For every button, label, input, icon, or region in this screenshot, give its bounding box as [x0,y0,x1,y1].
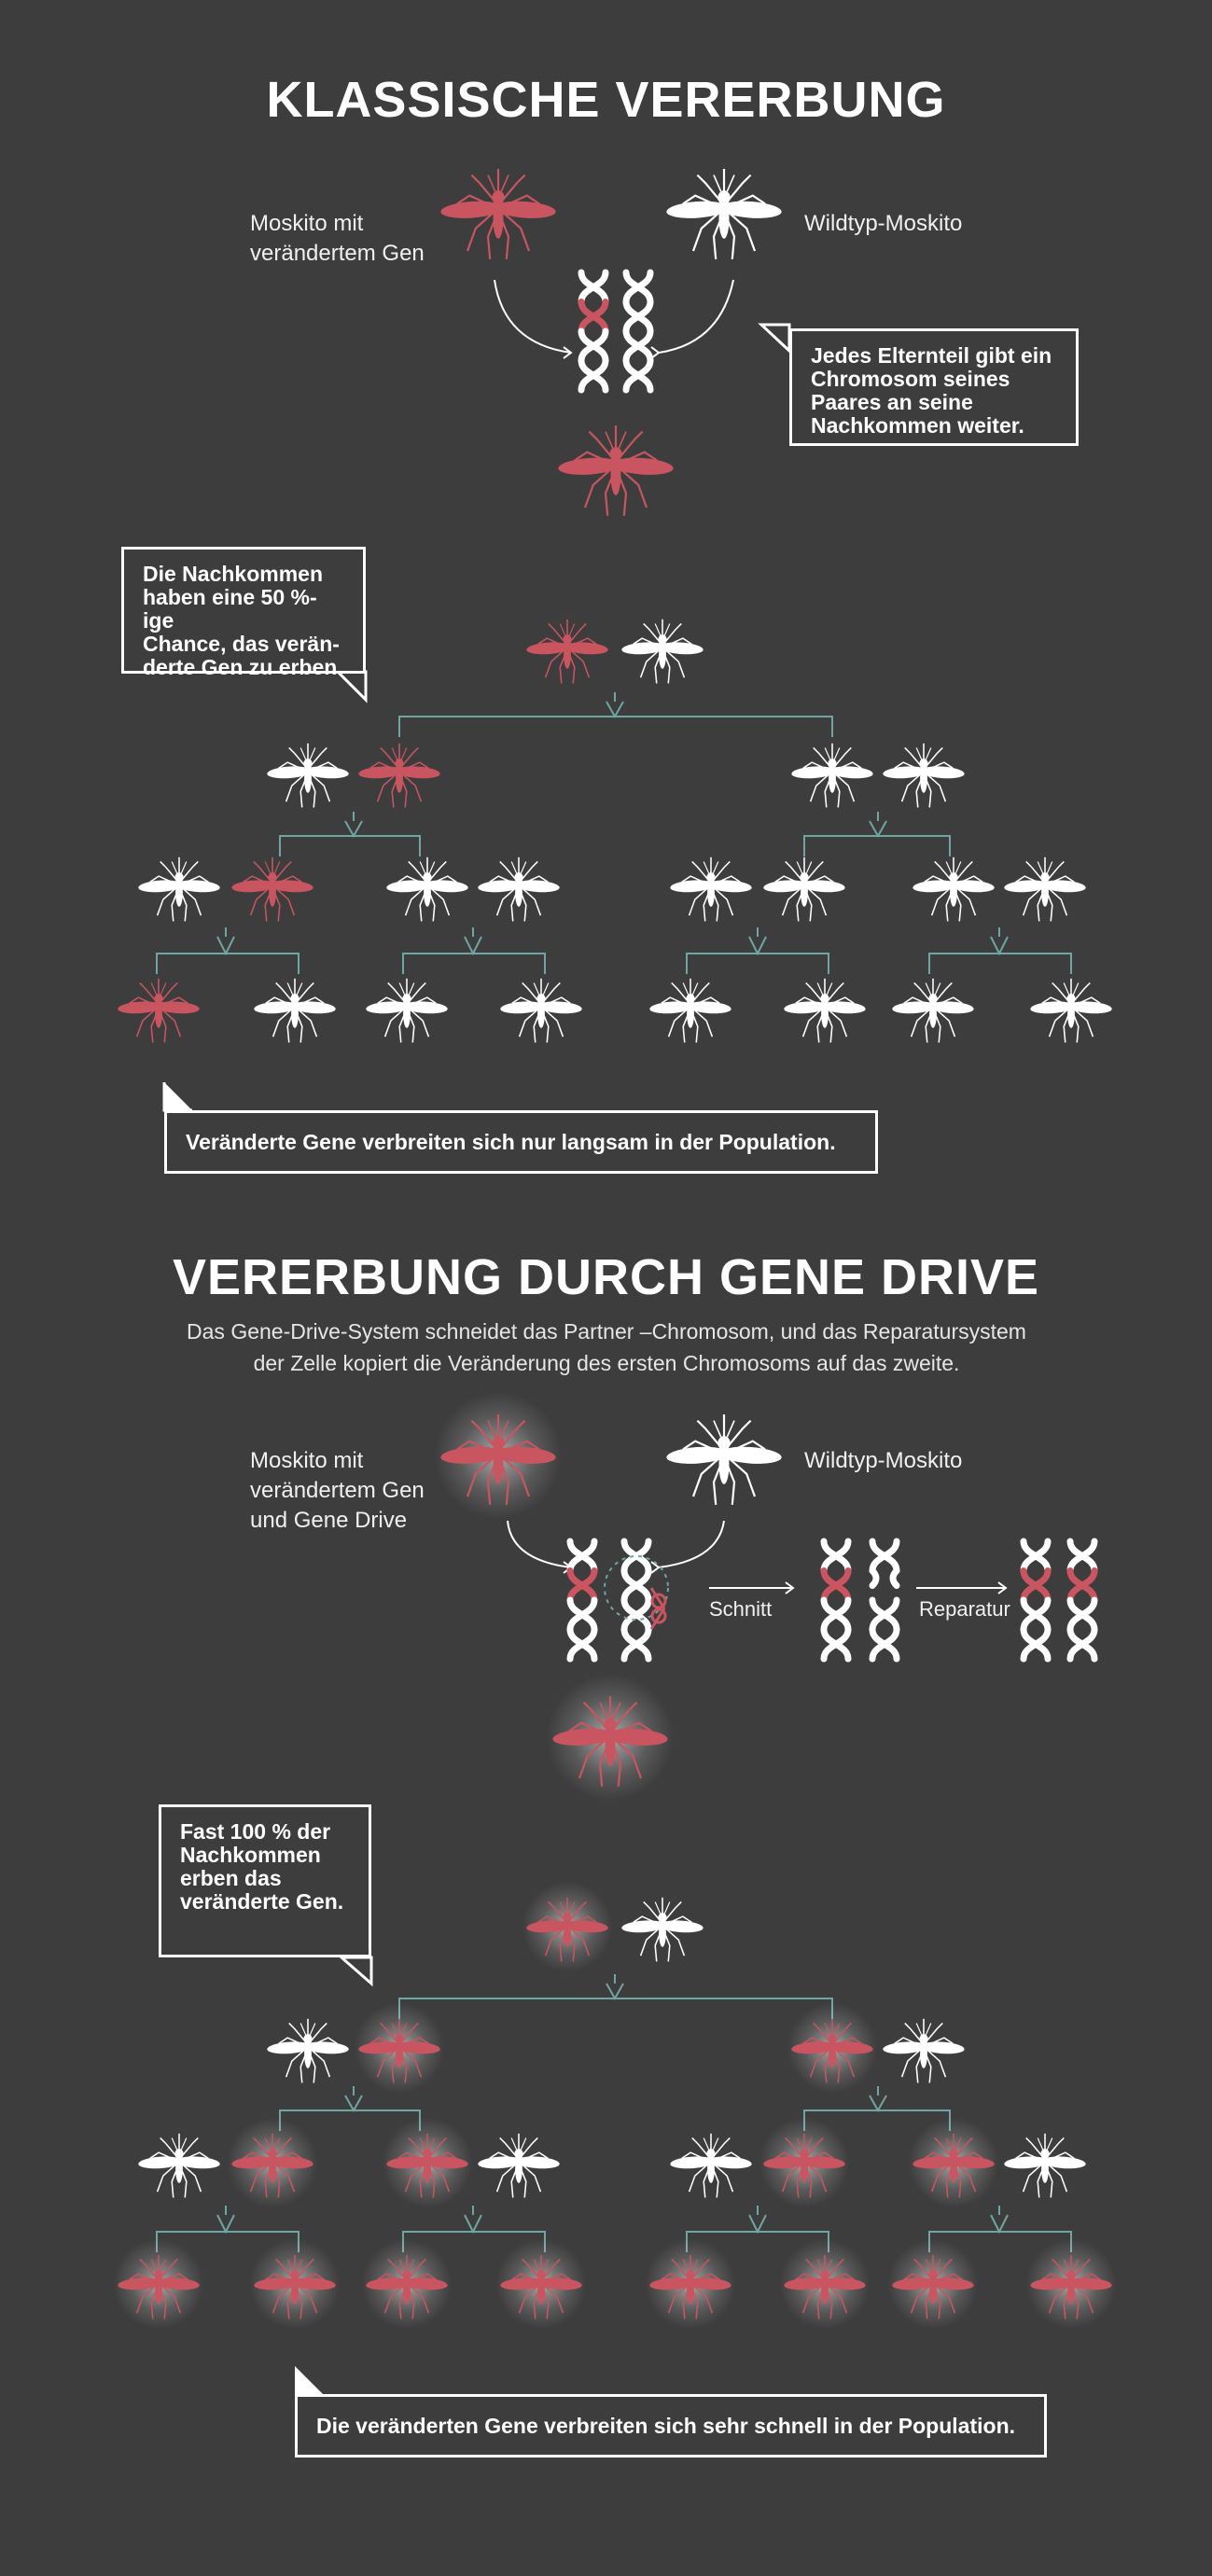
callout-chance-100 [159,1804,371,1957]
section2-title: VERERBUNG DURCH GENE DRIVE [172,1249,1040,1305]
chromosome-cut-gap [872,1571,897,1586]
tree-junction [749,2215,766,2232]
gd-gen1-mosquito-icon [883,2019,965,2083]
tree-junction [749,937,766,954]
summary-gene-drive: Die veränderten Gene verbreiten sich sehr schnell in der Population. [295,2394,1047,2458]
label-line: Moskito mit [250,211,364,236]
tree-branch [804,836,950,856]
gen3-mosquito-icon [892,979,974,1043]
gen3-mosquito-icon [1030,979,1112,1043]
tree-junction [217,2215,234,2232]
tree-branch [399,717,832,737]
gen3-mosquito-icon [118,979,200,1043]
callout-line: Fast 100 % der [180,1819,331,1844]
tree-branch [399,1998,832,2019]
gen3-mosquito-icon [366,979,448,1043]
callout-tail [761,325,789,351]
callout-line: Die Nachkommen [143,562,324,586]
gen2-mosquito-icon [386,857,468,922]
gen3-mosquito-icon [500,979,582,1043]
callout-line: derte Gen zu erben. [143,655,343,679]
parent-mosquito-icon [526,620,608,684]
label-wild-mosquito: Wildtyp-Moskito [804,211,963,236]
arrow-right-icon-2-head [651,1562,659,1573]
tree-junction [606,1984,623,1998]
callout-line: Nachkommen weiter. [811,413,1024,438]
tree-junction [870,821,886,836]
arrow-right-icon-2 [659,1521,724,1567]
tree-junction [345,821,362,836]
label-line: Moskito mit [250,1448,364,1473]
label-line: verändertem Gen [250,1478,425,1503]
mosquito-wild-icon-2 [666,1414,782,1505]
subtitle-line: Das Gene-Drive-System schneidet das Partner –Chromosom, und das Reparatursystem [187,1319,1026,1344]
callout-line: veränderte Gen. [180,1889,344,1914]
gen3-mosquito-icon [254,979,336,1043]
gen1-mosquito-icon [267,744,349,808]
subtitle-line: der Zelle kopiert die Veränderung des ersten Chromosoms auf das zweite. [253,1351,960,1375]
label-modified-mosquito [250,209,425,269]
arrow-left-icon-2 [508,1521,571,1567]
gen2-mosquito-icon [138,857,220,922]
step-cut-label: Schnitt [709,1597,773,1621]
gen2-mosquito-icon [231,857,313,922]
summary-tail-fill [164,1082,192,1110]
tree-junction [465,937,481,954]
tree-branch [157,954,299,974]
callout-chance-50 [121,547,366,679]
tree-junction [465,2215,481,2232]
arrow-left-icon [495,280,571,353]
callout-line: Chance, das verän- [143,632,340,656]
tree-junction [217,937,234,954]
callout-line: Jedes Elternteil gibt ein [811,343,1052,368]
gd-gen2-mosquito-icon [138,2134,220,2198]
step-repair-label: Reparatur [919,1597,1010,1621]
gen2-mosquito-icon [763,857,845,922]
tree-junction [606,702,623,717]
section2-subtitle [112,1316,1101,1379]
mosquito-wild-icon [666,169,782,259]
mosquito-modified-icon [440,169,556,259]
callout-line: Nachkommen [180,1843,321,1867]
parent-mosquito-icon [621,620,704,684]
gen3-mosquito-icon [784,979,866,1043]
tree-branch [929,954,1071,974]
tree-junction [870,2096,886,2110]
callout-parents [789,328,1079,446]
label-line: verändertem Gen [250,241,425,266]
section1-title: KLASSISCHE VERERBUNG [266,72,946,128]
summary-classic: Veränderte Gene verbreiten sich nur langsam in der Population. [164,1110,878,1174]
gd-parent-mosquito-icon [621,1898,704,1962]
gen2-mosquito-icon [670,857,752,922]
gen2-mosquito-icon [912,857,995,922]
gen3-mosquito-icon [649,979,731,1043]
gen1-mosquito-icon [358,744,440,808]
callout-line: Paares an seine [811,390,973,414]
label-wild-mosquito-2: Wildtyp-Moskito [804,1448,963,1473]
tree-branch [403,954,545,974]
tree-branch [687,954,829,974]
tree-junction [991,2215,1008,2232]
label-line: und Gene Drive [250,1508,408,1533]
gd-gen2-mosquito-icon [1004,2134,1086,2198]
summary-tail-fill [295,2366,323,2394]
gen2-mosquito-icon [1004,857,1086,922]
arrow-right-icon [659,280,733,353]
label-gene-drive-mosquito [250,1446,425,1536]
mosquito-offspring-icon [558,425,674,516]
tree-junction [345,2096,362,2110]
tree-junction [991,937,1008,954]
gd-gen1-mosquito-icon [267,2019,349,2083]
callout-tail [341,1957,371,1984]
gd-gen2-mosquito-icon [670,2134,752,2198]
gen1-mosquito-icon [883,744,965,808]
gen2-mosquito-icon [478,857,560,922]
gen1-mosquito-icon [791,744,873,808]
tree-branch [280,836,420,856]
callout-line: Chromosom seines [811,367,1010,391]
gd-gen2-mosquito-icon [478,2134,560,2198]
callout-line: erben das [180,1866,282,1890]
callout-line: haben eine 50 %-ige [143,585,317,633]
